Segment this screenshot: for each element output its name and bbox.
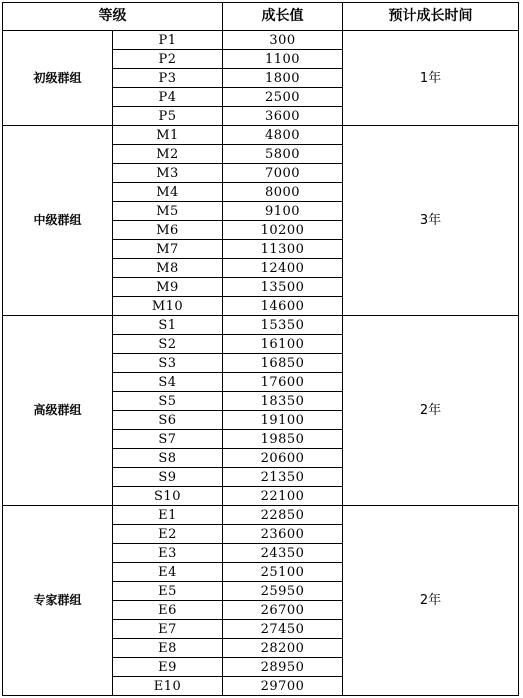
growth-value-cell: 26700 bbox=[223, 601, 343, 620]
growth-value-cell: 10200 bbox=[223, 221, 343, 240]
estimated-time-cell: 2年 bbox=[343, 506, 519, 696]
table-row bbox=[3, 126, 519, 145]
growth-value-cell: 7000 bbox=[223, 164, 343, 183]
group-name-cell: 高级群组 bbox=[3, 316, 113, 506]
level-code-cell: M3 bbox=[113, 164, 223, 183]
level-code-cell: M1 bbox=[113, 126, 223, 145]
growth-value-cell: 13500 bbox=[223, 278, 343, 297]
growth-value-cell: 15350 bbox=[223, 316, 343, 335]
level-code-cell: M4 bbox=[113, 183, 223, 202]
growth-value-cell: 16100 bbox=[223, 335, 343, 354]
growth-value-cell: 18350 bbox=[223, 392, 343, 411]
table-body bbox=[3, 31, 519, 696]
level-code-cell: M6 bbox=[113, 221, 223, 240]
level-code-cell: S10 bbox=[113, 487, 223, 506]
group-name-cell: 初级群组 bbox=[3, 31, 113, 126]
level-code-cell: E8 bbox=[113, 639, 223, 658]
level-code-cell: P4 bbox=[113, 88, 223, 107]
level-code-cell: P5 bbox=[113, 107, 223, 126]
growth-value-cell: 22100 bbox=[223, 487, 343, 506]
growth-level-sheet bbox=[2, 2, 519, 696]
growth-value-cell: 23600 bbox=[223, 525, 343, 544]
level-code-cell: M8 bbox=[113, 259, 223, 278]
growth-value-cell: 22850 bbox=[223, 506, 343, 525]
growth-level-table bbox=[2, 2, 519, 696]
level-code-cell: E3 bbox=[113, 544, 223, 563]
growth-value-cell: 5800 bbox=[223, 145, 343, 164]
level-code-cell: E9 bbox=[113, 658, 223, 677]
level-code-cell: M9 bbox=[113, 278, 223, 297]
level-code-cell: S5 bbox=[113, 392, 223, 411]
growth-value-cell: 28950 bbox=[223, 658, 343, 677]
growth-value-cell: 4800 bbox=[223, 126, 343, 145]
level-code-cell: S2 bbox=[113, 335, 223, 354]
level-code-cell: E5 bbox=[113, 582, 223, 601]
level-code-cell: E4 bbox=[113, 563, 223, 582]
header-row bbox=[3, 3, 519, 31]
group-name-cell: 中级群组 bbox=[3, 126, 113, 316]
header-growth-value: 成长值 bbox=[223, 3, 343, 31]
level-code-cell: P3 bbox=[113, 69, 223, 88]
growth-value-cell: 24350 bbox=[223, 544, 343, 563]
level-code-cell: S6 bbox=[113, 411, 223, 430]
growth-value-cell: 11300 bbox=[223, 240, 343, 259]
growth-value-cell: 1100 bbox=[223, 50, 343, 69]
growth-value-cell: 300 bbox=[223, 31, 343, 50]
group-name-cell: 专家群组 bbox=[3, 506, 113, 696]
growth-value-cell: 2500 bbox=[223, 88, 343, 107]
level-code-cell: M2 bbox=[113, 145, 223, 164]
growth-value-cell: 14600 bbox=[223, 297, 343, 316]
level-code-cell: M5 bbox=[113, 202, 223, 221]
level-code-cell: E10 bbox=[113, 677, 223, 696]
growth-value-cell: 8000 bbox=[223, 183, 343, 202]
level-code-cell: M7 bbox=[113, 240, 223, 259]
growth-value-cell: 19100 bbox=[223, 411, 343, 430]
table-row bbox=[3, 31, 519, 50]
growth-value-cell: 1800 bbox=[223, 69, 343, 88]
growth-value-cell: 25950 bbox=[223, 582, 343, 601]
growth-value-cell: 3600 bbox=[223, 107, 343, 126]
level-code-cell: M10 bbox=[113, 297, 223, 316]
table-row bbox=[3, 316, 519, 335]
level-code-cell: E2 bbox=[113, 525, 223, 544]
growth-value-cell: 21350 bbox=[223, 468, 343, 487]
estimated-time-cell: 2年 bbox=[343, 316, 519, 506]
level-code-cell: E1 bbox=[113, 506, 223, 525]
growth-value-cell: 12400 bbox=[223, 259, 343, 278]
level-code-cell: S1 bbox=[113, 316, 223, 335]
growth-value-cell: 19850 bbox=[223, 430, 343, 449]
growth-value-cell: 16850 bbox=[223, 354, 343, 373]
estimated-time-cell: 3年 bbox=[343, 126, 519, 316]
level-code-cell: P1 bbox=[113, 31, 223, 50]
level-code-cell: S9 bbox=[113, 468, 223, 487]
growth-value-cell: 17600 bbox=[223, 373, 343, 392]
growth-value-cell: 27450 bbox=[223, 620, 343, 639]
growth-value-cell: 20600 bbox=[223, 449, 343, 468]
growth-value-cell: 25100 bbox=[223, 563, 343, 582]
growth-value-cell: 9100 bbox=[223, 202, 343, 221]
level-code-cell: S4 bbox=[113, 373, 223, 392]
growth-value-cell: 28200 bbox=[223, 639, 343, 658]
level-code-cell: S7 bbox=[113, 430, 223, 449]
estimated-time-cell: 1年 bbox=[343, 31, 519, 126]
level-code-cell: S3 bbox=[113, 354, 223, 373]
level-code-cell: E6 bbox=[113, 601, 223, 620]
table-row bbox=[3, 506, 519, 525]
level-code-cell: P2 bbox=[113, 50, 223, 69]
header-estimated-time: 预计成长时间 bbox=[343, 3, 519, 31]
header-level: 等级 bbox=[3, 3, 223, 31]
growth-value-cell: 29700 bbox=[223, 677, 343, 696]
level-code-cell: E7 bbox=[113, 620, 223, 639]
level-code-cell: S8 bbox=[113, 449, 223, 468]
